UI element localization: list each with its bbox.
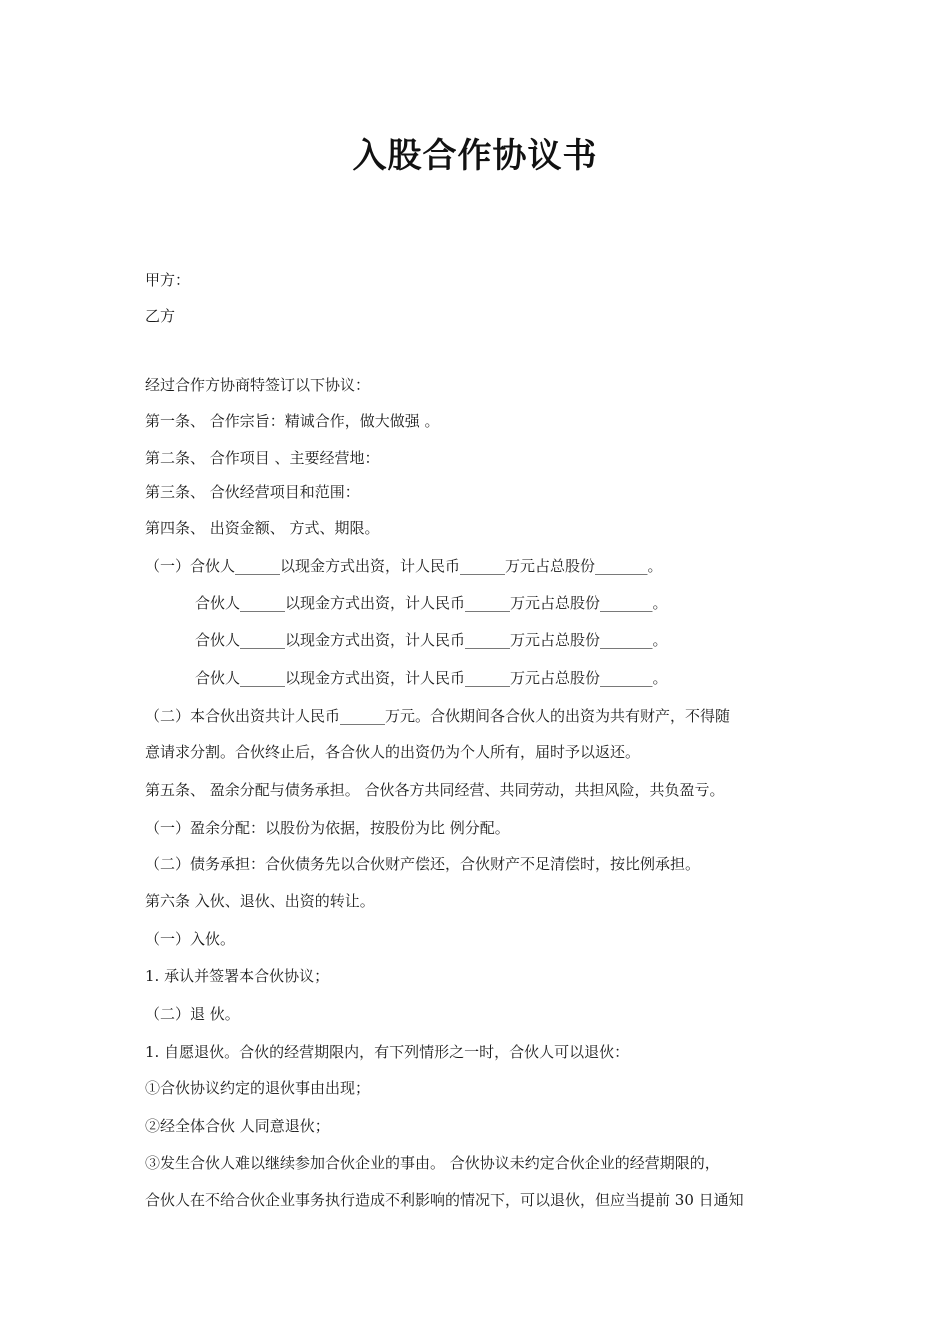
total-contribution-cont: 意请求分割。合伙终止后，各合伙人的出资仍为个人所有，届时予以返还。 (145, 743, 641, 761)
intro-line: 经过合作方协商特签订以下协议： (145, 376, 371, 394)
contribution-line: （一）合伙人______以现金方式出资，计人民币______万元占总股份_______。 (145, 557, 663, 575)
join-partnership: （一）入伙。 (145, 930, 236, 948)
join-item-1: 1. 承认并签署本合伙协议； (145, 967, 330, 985)
article-6: 第六条 入伙、退伙、出资的转让。 (145, 892, 375, 910)
withdraw-item-1: 1. 自愿退伙。合伙的经营期限内，有下列情形之一时，合伙人可以退伙： (145, 1043, 630, 1061)
article-5: 第五条、 盈余分配与债务承担。 合伙各方共同经营、共同劳动，共担风险，共负盈亏。 (145, 781, 725, 799)
article-2: 第二条、 合作项目 、主要经营地： (145, 449, 380, 467)
withdraw-reason-3: ③发生合伙人难以继续参加合伙企业的事由。 合伙协议未约定合伙企业的经营期限的， (145, 1154, 720, 1172)
withdraw-reason-1: ①合伙协议约定的退伙事由出现； (145, 1079, 371, 1097)
party-a-line: 甲方： (145, 271, 191, 289)
party-b-line: 乙方 (145, 307, 176, 325)
total-contribution-line: （二）本合伙出资共计人民币______万元。合伙期间各合伙人的出资为共有财产，不得随 (145, 707, 731, 725)
article-4: 第四条、 出资金额、 方式、期限。 (145, 519, 380, 537)
withdraw-partnership: （二）退 伙。 (145, 1005, 240, 1023)
contribution-line: 合伙人______以现金方式出资，计人民币______万元占总股份_______。 (195, 594, 668, 612)
document-title: 入股合作协议书 (352, 136, 598, 176)
debt-bearing: （二）债务承担：合伙债务先以合伙财产偿还，合伙财产不足清偿时，按比例承担。 (145, 855, 701, 873)
withdraw-reason-3-cont: 合伙人在不给合伙企业事务执行造成不利影响的情况下，可以退伙，但应当提前 30 日通知 (145, 1191, 744, 1209)
withdraw-reason-2: ②经全体合伙 人同意退伙； (145, 1117, 330, 1135)
article-3: 第三条、 合伙经营项目和范围： (145, 483, 360, 501)
profit-distribution: （一）盈余分配：以股份为依据，按股份为比 例分配。 (145, 819, 510, 837)
contribution-line: 合伙人______以现金方式出资，计人民币______万元占总股份_______。 (195, 631, 668, 649)
contribution-line: 合伙人______以现金方式出资，计人民币______万元占总股份_______。 (195, 669, 668, 687)
article-1: 第一条、 合作宗旨：精诚合作，做大做强 。 (145, 412, 440, 430)
